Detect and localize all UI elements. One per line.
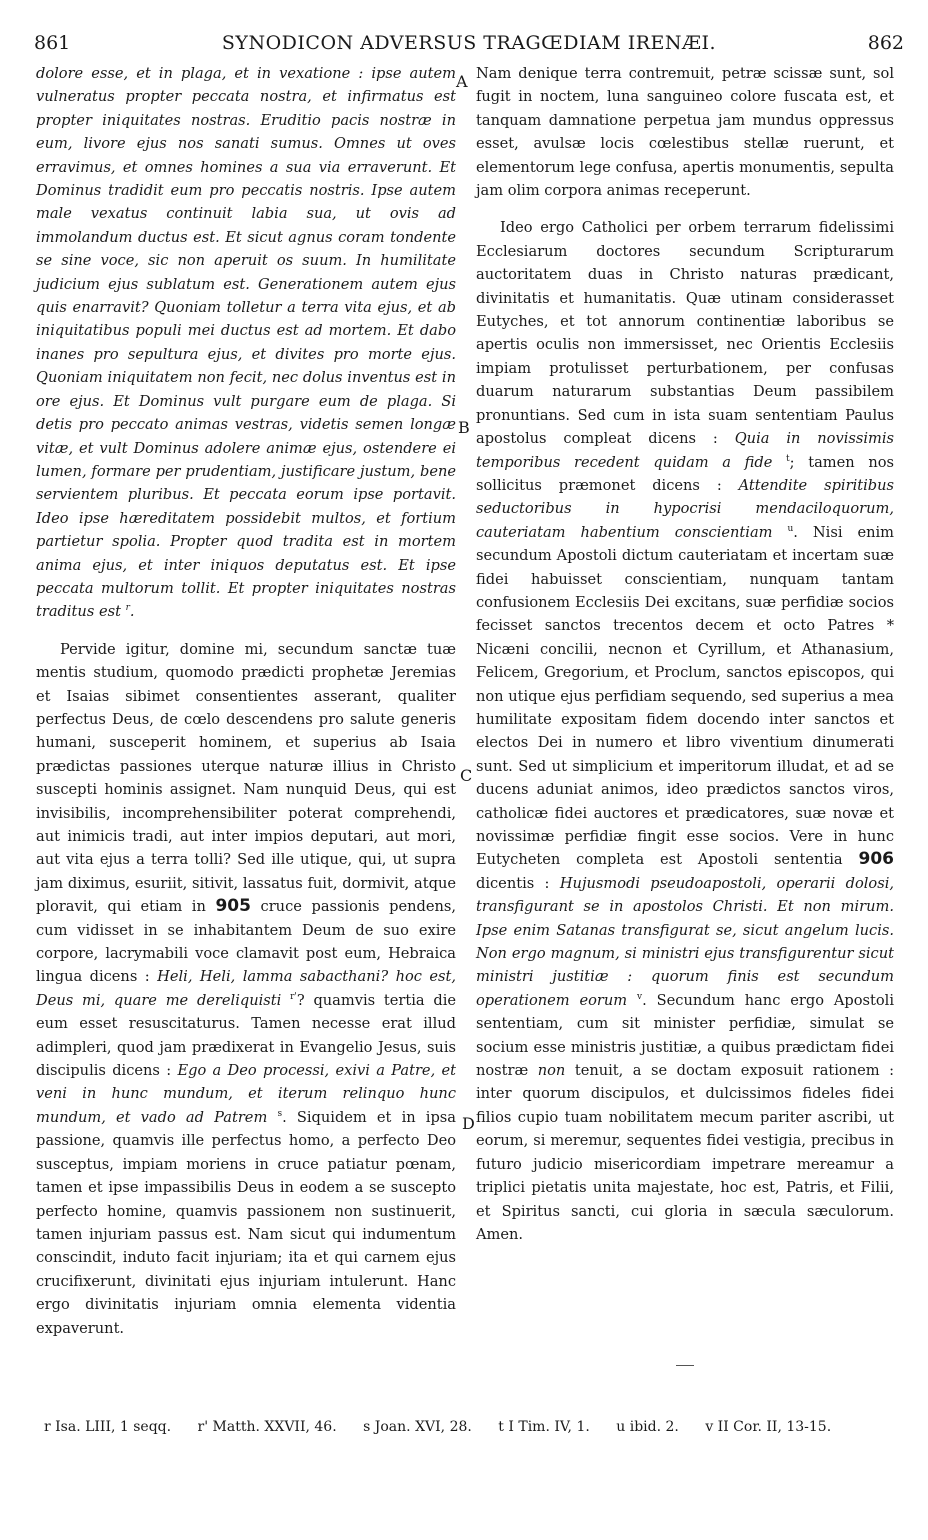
- text-run: . Siquidem et in ipsa passione, quamvis ille perfectus homo, a perfecto Deo susceptus, impiam moriens in cruce patiatur pœnam, tamen et ipse impassibilis Deus in eodem a se suscepto perfecto homine, quamvis passionem non sustinuerit, tamen injuriam passus est. Nam sicut qui indumentum conscindit, induto facit injuriam; ita et qui carnem ejus crucifixerunt, divinitati ejus injuriam intulerunt. Hanc ergo divinitatis injuriam omnia elementa videntia expaverunt.: [36, 1108, 456, 1337]
- text-run: ; tamen nos sollicitus præmonet dicens :: [476, 453, 895, 494]
- text-run-italic: Quia in novissimis temporibus recedent quidam a fide: [476, 430, 895, 471]
- end-rule: [676, 1365, 694, 1366]
- left-paragraph-2: [36, 638, 456, 1340]
- footnote: r' Matth. XXVII, 46.: [197, 1419, 337, 1435]
- section-marker-d: D: [462, 1114, 475, 1133]
- page-number-905: 905: [215, 896, 251, 917]
- right-paragraph-2: [476, 216, 894, 1246]
- left-column: [36, 62, 456, 1340]
- footnote-ref-t: t: [786, 453, 790, 464]
- text-run: . Secundum hanc ergo Apostoli sententiam, cum sit minister perfidiæ, simulat se socium esse ministris justitiæ, a quibus prædictam fidei nostræ: [476, 991, 894, 1080]
- footnote: v II Cor. II, 13-15.: [705, 1419, 832, 1435]
- right-column: [476, 62, 894, 1246]
- running-header: [34, 32, 904, 58]
- footnote-ref-r: r: [125, 603, 130, 614]
- footnote: t I Tim. IV, 1.: [498, 1419, 590, 1435]
- quote-text: dolore esse, et in plaga, et in vexatione : ipse autem vulneratus propter peccata nostra, et infirmatus est propter iniquitates nostras. Eruditio pacis nostræ in eum, livore ejus nos sanati sumus. Omnes ut oves erravimus, et omnes homines a sua via erraverunt. Et Dominus tradidit eum pro peccatis nostris. Ipse autem male vexatus continuit labia sua, ut ovis ad immolandum ductus est. Et sicut agnus coram tondente se sine voce, sic non aperuit os suum. In humilitate judicium ejus sublatum est. Generationem autem ejus quis enarravit? Quoniam tolletur a terra vita ejus, et ab iniquitatibus populi mei ductus est ad mortem. Et dabo inanes pro sepultura ejus, et divites pro morte ejus. Quoniam iniquitatem non fecit, nec dolus inventus est in ore ejus. Et Dominus vult purgare eum de plaga. Si detis pro peccato animas vestras, videtis semen longæ vitæ, et vult Dominus adolere animæ ejus, ostendere ei lumen, formare per prudentiam, justificare justum, bene servientem pluribus. Et peccata eorum ipse portavit. Ideo ipse hæreditatem possidebit multos, et fortium partietur spolia. Propter quod tradita est in mortem anima ejus, et inter iniquos deputatus est. Et ipse peccata multorum tollit. Et propter iniquitates nostras traditus est: [36, 65, 456, 621]
- column-number-right: 862: [867, 32, 904, 54]
- text-run: Ideo ergo Catholici per orbem terrarum fidelissimi Ecclesiarum doctores secundum Scripturarum auctoritatem duas in Christo naturas prædicant, divinitatis et humanitatis. Quæ utinam considerasset Eutyches, et tot annorum continentiæ laboribus se apertis oculis non immersisset, nec Orientis Ecclesiis impiam protulisset perturbationem, per confusas duarum naturarum substantias Deum passibilem pronuntians. Sed cum in ista suam sententiam Paulus apostolus compleat dicens :: [476, 219, 894, 448]
- text-run-italic: non: [537, 1062, 566, 1080]
- text-run: . Nisi enim secundum Apostoli dictum cauteriatam et incertam suæ fidei habuisset conscientiam, nunquam tantam confusionem Ecclesiis Dei excitans, suæ perfidiæ socios fecisset sanctos trecentos decem et octo Patres * Nicæni concilii, necnon et Cyrillum, et Athanasium, Felicem, Gregorium, et Proclum, sanctos episcopos, qui non utique ejus perfidiam sequendo, sed superius a mea humilitate expositam fidem docendo inter sanctos et electos Dei in numero et libro viventium dinumerati sunt. Sed ut simplicium et imperitorum illudat, et ad se ducens aduniat animos, ideo prædictos sanctos viros, catholicæ fidei auctores et prædicatores, suæ novæ et novissimæ perfidiæ fingit esse socios. Vere in hunc Eutycheten completa est Apostoli sententia: [476, 523, 895, 869]
- text-run: Nam denique terra contremuit, petræ scissæ sunt, sol fugit in noctem, luna sanguineo colore fuscata est, et tanquam damnatione perpetua jam mundus oppressus esset, avulsæ locis cœlestibus stellæ ruerunt, et elementorum lege confusa, apertis monumentis, sepulta jam olim corpora animas receperunt.: [476, 65, 894, 200]
- running-title: SYNODICON ADVERSUS TRAGŒDIAM IRENÆI.: [221, 32, 717, 54]
- section-marker-a: A: [456, 72, 468, 91]
- footnote-ref-r2: r': [290, 991, 297, 1002]
- text-run: dicentis :: [476, 874, 550, 892]
- text-run-italic: Attendite spiritibus seductoribus in hypocrisi mendaciloquorum, cauteriatam habentium conscientiam: [476, 476, 894, 541]
- text-run: ? quamvis tertia die eum esset resuscitaturus. Tamen necesse erat illud adimpleri, quod jam prædixerat in Evangelio Jesus, suis discipulis dicens :: [36, 991, 457, 1080]
- footnote-ref-v: v: [637, 991, 643, 1002]
- column-number-left: 861: [34, 32, 71, 54]
- text-run-italic: Hujusmodi pseudoapostoli, operarii dolosi, transfigurant se in apostolos Christi. Et non mirum. Ipse enim Satanas transfigurat se, sicut angelum lucis. Non ergo magnum, si ministri ejus transfigurentur sicut ministri justitiæ : quorum finis est secundum operationem eorum: [476, 874, 895, 1009]
- text-run: cruce passionis pendens, cum vidisset in se inhabitantem Deum de suo exire corpore, lacrymabili voce clamavit post eum, Hebraica lingua dicens :: [36, 898, 456, 986]
- page-number-906: 906: [858, 849, 894, 870]
- footnote: u ibid. 2.: [616, 1419, 679, 1435]
- footnote: s Joan. XVI, 28.: [363, 1419, 472, 1435]
- section-marker-b: B: [458, 418, 470, 437]
- text-run: tenuit, a se doctam exposuit rationem : inter quorum discipulos, et dulcissimos fideles fidei filios cupio tuam nobilitatem mecum pariter ascribi, ut eorum, si meremur, sequentes fidei vestigia, precibus in futuro judicio misericordiam impetrare mereamur a triplici pietatis unita majestate, hoc est, Patris, et Filii, et Spiritus sancti, cui gloria in sæcula sæculorum. Amen.: [476, 1062, 894, 1243]
- right-paragraph-1: [476, 62, 894, 202]
- text-run: Pervide igitur, domine mi, secundum sanctæ tuæ mentis studium, quomodo prædicti prophetæ Jeremias et Isaias sibimet consentientes asserant, qualiter perfectus Deus, de cœlo descendens pro salute generis humani, susceperit hominem, et superius ab Isaia prædictas passiones uterque naturæ illius in Christo suscepti hominis assignet. Nam nunquid Deus, qui est invisibilis, incomprehensibiliter poterat comprehendi, aut inimicis tradi, aut inter impios deputari, aut mori, aut vita ejus a terra tolli? Sed ille utique, qui, ut supra jam diximus, esuriit, sitivit, lassatus fuit, dormivit, atque ploravit, qui etiam in: [36, 640, 456, 916]
- footnote: r Isa. LIII, 1 seqq.: [44, 1419, 172, 1435]
- footnotes: [44, 1416, 904, 1438]
- text-run-italic: Heli, Heli, lamma sabacthani? hoc est, Deus mi, quare me dereliquisti: [36, 968, 457, 1009]
- footnote-ref-u: u: [787, 523, 794, 534]
- footnote-ref-s: s: [277, 1109, 283, 1120]
- left-quote-paragraph: dolore esse, et in plaga, et in vexatione : ipse autem vulneratus propter peccata nostra, et infirmatus est propter iniquitates nostras. Eruditio pacis nostræ in eum, livore ejus nos sanati sumus. Omnes ut oves erravimus, et omnes homines a sua via erraverunt. Et Dominus tradidit eum pro peccatis nostris. Ipse autem male vexatus continuit labia sua, ut ovis ad immolandum ductus est. Et sicut agnus coram tondente se sine voce, sic non aperuit os suum. In humilitate judicium ejus sublatum est. Generationem autem ejus quis enarravit? Quoniam tolletur a terra vita ejus, et ab iniquitatibus populi mei ductus est ad mortem. Et dabo inanes pro sepultura ejus, et divites pro morte ejus. Quoniam iniquitatem non fecit, nec dolus inventus est in ore ejus. Et Dominus vult purgare eum de plaga. Si detis pro peccato animas vestras, videtis semen longæ vitæ, et vult Dominus adolere animæ ejus, ostendere ei lumen, formare per prudentiam, justificare justum, bene servientem pluribus. Et peccata eorum ipse portavit. Ideo ipse hæreditatem possidebit multos, et fortium partietur spolia. Propter quod tradita est in mortem anima ejus, et inter iniquos deputatus est. Et ipse peccata multorum tollit. Et propter iniquitates nostras traditus est $^r$.: [36, 65, 456, 621]
- text-run-italic: Ego a Deo processi, exivi a Patre, et veni in hunc mundum, et iterum relinquo hunc mundum, et vado ad Patrem: [36, 1062, 457, 1126]
- section-marker-c: C: [460, 766, 473, 785]
